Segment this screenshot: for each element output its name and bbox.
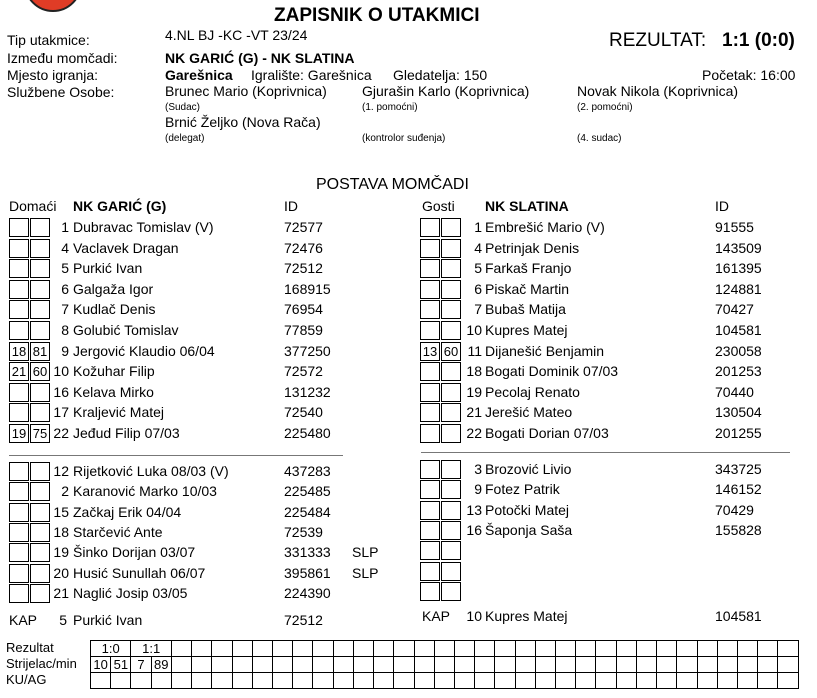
player-id: 146152 [715,481,762,498]
scorer-cell: 89 [151,657,171,673]
empty-cell [313,657,333,673]
empty-cell [556,673,576,689]
minute-box [420,300,440,319]
player-number: 16 [466,521,482,538]
empty-cell [212,641,232,657]
minute-box: 75 [30,424,50,443]
player-id: 130504 [715,404,762,421]
empty-cell [293,673,313,689]
minute-box: 19 [9,424,29,443]
player-id: 395861 [284,564,331,581]
player-id: 72572 [284,363,323,380]
empty-cell [212,673,232,689]
minute-box [9,584,29,603]
empty-cell [697,641,717,657]
player-number: 4 [474,239,482,256]
minute-box [420,218,440,237]
strijelac-label: Strijelac/min [6,656,77,671]
empty-cell [91,673,111,689]
minute-box [420,403,440,422]
official-role: (Sudac) [165,102,201,113]
empty-cell [616,657,636,673]
minute-box [420,321,440,340]
empty-cell [212,657,232,673]
player-id: 224390 [284,584,331,601]
empty-cell [272,673,292,689]
player-id: 72539 [284,523,323,540]
rezultat-label: Rezultat [6,640,54,655]
minute-box [420,239,440,258]
home-kap-id: 72512 [284,612,323,628]
player-name: Dijanešić Benjamin [485,342,605,359]
empty-cell [414,673,434,689]
player-number: 20 [53,564,69,581]
player-name: Petrinjak Denis [485,239,580,256]
empty-cell [556,657,576,673]
away-id-header: ID [715,198,729,214]
minute-box: 13 [420,342,440,361]
player-name: Kožuhar Filip [73,363,155,380]
player-id: 161395 [715,260,762,277]
official-role: (2. pomoćni) [577,102,633,113]
divider [9,455,343,456]
empty-cell [353,641,373,657]
player-name: Jergović Klaudio 06/04 [73,342,215,359]
player-number: 10 [53,363,69,380]
minute-box [9,321,29,340]
home-team-name: NK GARIĆ (G) [73,198,167,214]
empty-cell [313,673,333,689]
player-number [452,540,482,560]
scorer-cell: 51 [111,657,131,673]
minute-box [9,564,29,583]
mjesto-label: Mjesto igranja: [7,67,99,83]
player-number: 18 [53,523,69,540]
empty-cell [252,641,272,657]
empty-cell [616,673,636,689]
official-name: Brunec Mario (Koprivnica) [165,83,327,99]
empty-cell [495,657,515,673]
player-number: 15 [53,503,69,520]
scorer-cell: 10 [91,657,111,673]
gledatelja: Gledatelja: 150 [393,67,488,83]
player-name: Kraljević Matej [73,404,165,421]
minute-box [420,480,440,499]
empty-cell [697,673,717,689]
empty-cell [475,673,495,689]
empty-cell [374,657,394,673]
player-name: Karanović Marko 10/03 [73,483,217,500]
izmedu-label: Između momčadi: [7,50,118,66]
empty-cell [414,657,434,673]
empty-cell [515,641,535,657]
player-name: Embrešić Mario (V) [485,219,605,235]
player-id: 225484 [284,503,331,520]
player-name: Kudlač Denis [73,301,156,318]
empty-cell [333,641,353,657]
match-teams: NK GARIĆ (G) - NK SLATINA [165,50,355,66]
player-id: 155828 [715,521,762,538]
player-name: Začkaj Erik 04/04 [73,503,182,520]
empty-cell [434,673,454,689]
away-side-label: Gosti [422,198,455,214]
player-id: 72540 [284,404,323,421]
player-number: 1 [474,219,482,235]
player-name: Dubravac Tomislav (V) [73,219,214,235]
player-name: Kelava Mirko [73,383,154,400]
tip-label: Tip utakmice: [7,32,90,48]
empty-cell [657,657,677,673]
minute-box [420,582,440,601]
empty-cell [495,641,515,657]
away-kap-name: Kupres Matej [485,608,568,624]
empty-cell [657,673,677,689]
minute-box [9,383,29,402]
minute-box [420,541,440,560]
empty-cell [636,673,656,689]
player-name: Jeđud Filip 07/03 [73,425,180,441]
result-label: REZULTAT: [609,30,707,51]
player-number: 13 [466,501,482,518]
empty-cell [576,673,596,689]
official-name: Novak Nikola (Koprivnica) [577,83,739,99]
empty-cell [515,657,535,673]
player-name: Piskač Martin [485,280,570,297]
empty-cell [495,673,515,689]
empty-cell [192,657,212,673]
player-number: 22 [466,425,482,441]
minute-box [9,300,29,319]
player-id: 72512 [284,260,323,277]
player-id: 104581 [715,322,762,338]
player-number: 21 [466,404,482,421]
minute-box [420,562,440,581]
empty-cell [313,641,333,657]
result-cell: 1:0 [91,641,131,657]
minute-box [9,218,29,237]
minute-box [9,239,29,258]
player-number: 2 [61,483,69,500]
minute-box [9,523,29,542]
empty-cell [535,657,555,673]
player-id: 331333 [284,544,331,561]
result-value: 1:1 (0:0) [722,30,795,51]
player-number: 12 [53,463,69,479]
grid-row [91,673,799,689]
player-id: 168915 [284,280,331,297]
minute-box [9,543,29,562]
empty-cell [272,657,292,673]
empty-cell [636,657,656,673]
minute-box: 18 [9,342,29,361]
empty-cell [454,673,474,689]
player-id: 230058 [715,342,762,359]
minute-box [420,424,440,443]
player-id: 70429 [715,501,754,518]
player-number: 5 [61,260,69,277]
player-number: 11 [467,342,482,359]
away-kap-id: 104581 [715,608,762,624]
player-name: Bubaš Matija [485,301,566,318]
official-role: (1. pomoćni) [362,102,418,113]
minute-box: 21 [9,362,29,381]
empty-cell [738,641,758,657]
minute-box [9,280,29,299]
scorer-cell: 7 [131,657,151,673]
player-id: 70427 [715,301,754,318]
pocetak: Početak: 16:00 [702,67,796,83]
player-name: Starčević Ante [73,523,163,540]
player-number: 3 [474,461,482,477]
minute-box [420,383,440,402]
empty-cell [475,657,495,673]
player-name: Jerešić Mateo [485,404,573,421]
empty-cell [171,657,191,673]
player-name: Šinko Dorijan 03/07 [73,544,196,561]
empty-cell [717,641,737,657]
minute-box [420,460,440,479]
player-name: Purkić Ivan [73,260,143,277]
player-number: 19 [53,544,69,561]
player-id: 201255 [715,425,762,441]
official-name: Gjurašin Karlo (Koprivnica) [362,83,530,99]
player-number: 6 [474,280,482,297]
kuag-label: KU/AG [6,672,47,687]
player-name: Naglić Josip 03/05 [73,584,188,601]
player-number: 9 [61,342,69,359]
minute-box [420,362,440,381]
minute-box [9,403,29,422]
mjesto-value: Garešnica [165,67,233,83]
minute-box [9,462,29,481]
player-id: 76954 [284,301,323,318]
empty-cell [454,641,474,657]
empty-cell [475,641,495,657]
empty-cell [636,641,656,657]
player-id: 72577 [284,219,323,235]
page-title: ZAPISNIK O UTAKMICI [274,5,480,26]
empty-cell [374,641,394,657]
empty-cell [434,657,454,673]
empty-cell [272,641,292,657]
empty-cell [434,641,454,657]
player-number: 7 [474,301,482,318]
empty-cell [738,657,758,673]
player-number: 17 [53,404,69,421]
empty-cell [232,657,252,673]
minute-box [420,280,440,299]
player-name: Fotez Patrik [485,481,560,498]
empty-cell [596,657,616,673]
empty-cell [293,641,313,657]
empty-cell [596,673,616,689]
empty-cell [515,673,535,689]
empty-cell [353,673,373,689]
home-kap-label: KAP [9,612,38,628]
empty-cell [454,657,474,673]
empty-cell [535,641,555,657]
home-kap-number: 5 [59,612,67,628]
empty-cell [232,641,252,657]
empty-cell [576,657,596,673]
lineup-title: POSTAVA MOMČADI [316,176,469,193]
minute-box [9,259,29,278]
player-number: 6 [61,280,69,297]
official-role: (kontrolor suđenja) [362,133,446,144]
home-side-label: Domaći [9,198,57,214]
minute-box: 60 [441,342,461,361]
player-id: 437283 [284,463,331,479]
player-number: 10 [466,322,482,338]
minute-box: 60 [30,362,50,381]
player-name: Golubić Tomislav [73,322,179,338]
divider [421,452,790,453]
player-name: Galgaža Igor [73,280,154,297]
player-number: 1 [61,219,69,235]
minute-box [420,259,440,278]
empty-cell [778,641,799,657]
empty-cell [192,641,212,657]
player-id: 72476 [284,239,323,256]
player-name: Potočki Matej [485,501,570,518]
away-team-name: NK SLATINA [485,198,569,214]
empty-cell [738,673,758,689]
empty-cell [374,673,394,689]
minute-box: 81 [30,342,50,361]
player-note: SLP [352,544,379,561]
scoring-grid [90,640,799,689]
minute-box [9,482,29,501]
official-role: (delegat) [165,133,205,144]
player-number [452,561,482,581]
empty-cell [394,673,414,689]
minute-box [420,521,440,540]
player-id: 225485 [284,483,331,500]
player-number: 8 [61,322,69,338]
player-name: Bogati Dorian 07/03 [485,425,609,441]
empty-cell [677,657,697,673]
empty-cell [758,657,778,673]
minute-box [420,501,440,520]
player-number: 16 [53,383,69,400]
player-name: Farkaš Franjo [485,260,572,277]
empty-cell [151,673,171,689]
empty-cell [111,673,131,689]
player-id: 343725 [715,461,762,477]
empty-cell [535,673,555,689]
empty-cell [394,641,414,657]
empty-cell [171,641,191,657]
player-name: Kupres Matej [485,322,568,338]
empty-cell [232,673,252,689]
empty-cell [131,673,151,689]
player-name: Šaponja Saša [485,521,573,538]
player-name: Bogati Dominik 07/03 [485,363,619,380]
player-id: 70440 [715,383,754,400]
player-id: 131232 [284,383,331,400]
empty-cell [758,641,778,657]
empty-cell [394,657,414,673]
empty-cell [252,657,272,673]
empty-cell [293,657,313,673]
official-role: (4. sudac) [577,133,622,144]
empty-cell [778,657,799,673]
minute-box [9,503,29,522]
empty-cell [333,673,353,689]
player-number: 9 [474,481,482,498]
player-id: 143509 [715,239,762,256]
player-number: 4 [61,239,69,256]
igraliste: Igralište: Garešnica [251,67,372,83]
result-cell: 1:1 [131,641,171,657]
empty-cell [192,673,212,689]
empty-cell [677,673,697,689]
player-name: Pecolaj Renato [485,383,580,400]
empty-cell [556,641,576,657]
grid-row [91,641,799,657]
player-id: 201253 [715,363,762,380]
empty-cell [758,673,778,689]
player-name: Vaclavek Dragan [73,239,179,256]
empty-cell [171,673,191,689]
player-name: Brozović Livio [485,461,572,477]
player-id: 77859 [284,322,323,338]
player-name: Rijetković Luka 08/03 (V) [73,463,229,479]
player-number: 21 [53,584,69,601]
empty-cell [677,641,697,657]
empty-cell [717,657,737,673]
empty-cell [616,641,636,657]
player-number: 19 [466,383,482,400]
empty-cell [414,641,434,657]
player-id: 124881 [715,280,762,297]
empty-cell [657,641,677,657]
player-number: 7 [61,301,69,318]
player-number: 22 [53,425,69,441]
player-number [452,581,482,601]
official-name: Brnić Željko (Nova Rača) [165,114,321,130]
grid-row [91,657,799,673]
player-id: 225480 [284,425,331,441]
empty-cell [778,673,799,689]
home-kap-name: Purkić Ivan [73,612,143,628]
empty-cell [697,657,717,673]
player-number: 18 [466,363,482,380]
player-id: 377250 [284,342,331,359]
empty-cell [596,641,616,657]
player-number: 5 [474,260,482,277]
tip-value: 4.NL BJ -KC -VT 23/24 [165,27,308,43]
player-id: 91555 [715,219,754,235]
empty-cell [717,673,737,689]
empty-cell [353,657,373,673]
empty-cell [333,657,353,673]
club-logo [24,0,82,12]
home-id-header: ID [284,198,298,214]
empty-cell [252,673,272,689]
away-kap-label: KAP [422,608,451,624]
player-note: SLP [352,564,379,581]
player-name: Husić Sunullah 06/07 [73,564,206,581]
away-kap-number: 10 [466,608,482,624]
empty-cell [576,641,596,657]
sluzbene-label: Službene Osobe: [7,84,115,100]
